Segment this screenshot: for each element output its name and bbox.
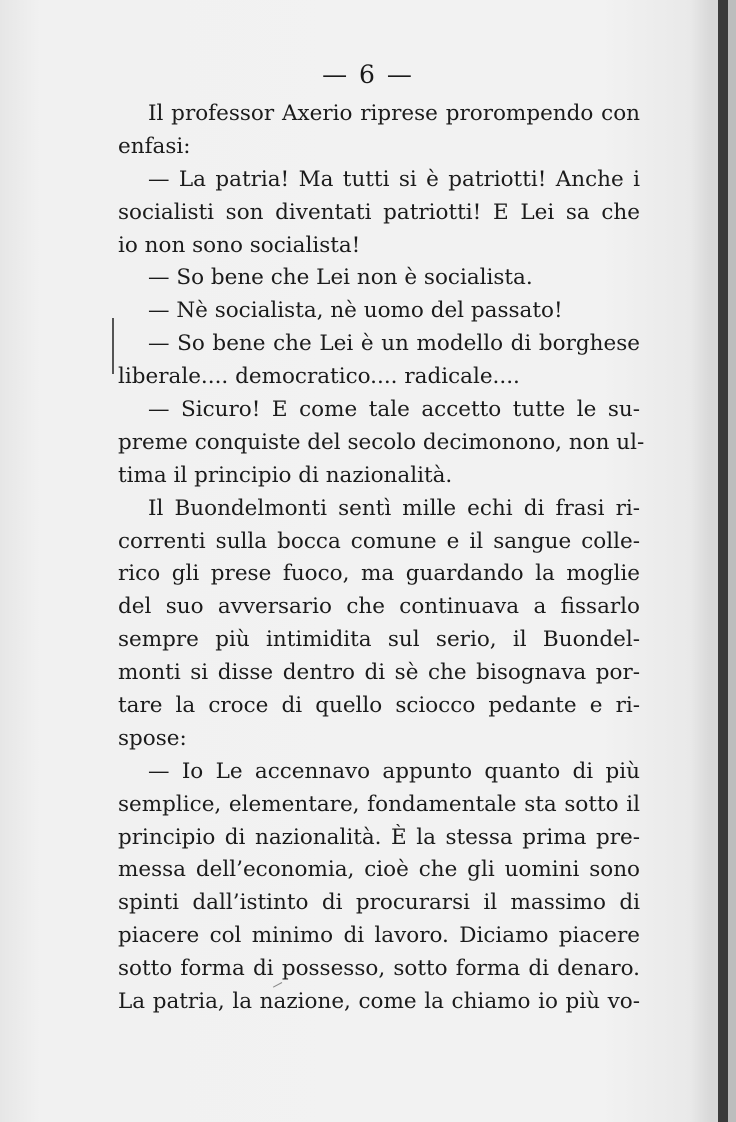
text-line: principio di nazionalità. È la stessa prima pre-	[118, 824, 640, 850]
text-line: io non sono socialista!	[118, 232, 361, 258]
text-line: sempre più intimidita sul serio, il Buondel-	[118, 627, 640, 653]
text-line: socialisti son diventati patriotti! E Lei sa che	[118, 199, 640, 225]
book-spine	[718, 0, 728, 1122]
page-number: — 6 —	[322, 60, 414, 89]
text-line: tare la croce di quello sciocco pedante e ri-	[118, 693, 640, 719]
text-line: spinti dall’istinto di procurarsi il massimo di	[118, 890, 640, 916]
text-line: — La patria! Ma tutti si è patriotti! Anche i	[148, 166, 640, 192]
page-edge	[728, 0, 736, 1122]
text-line: — Sicuro! E come tale accetto tutte le su-	[148, 397, 640, 423]
text-line: liberale.... democratico.... radicale....	[118, 364, 520, 390]
text-line: — Io Le accennavo appunto quanto di più	[148, 758, 640, 784]
text-line: semplice, elementare, fondamentale sta sotto il	[118, 791, 640, 817]
text-line: — So bene che Lei non è socialista.	[148, 265, 533, 291]
margin-mark	[112, 318, 114, 374]
text-line: monti si disse dentro di sè che bisognava por-	[118, 660, 640, 686]
text-line: tima il principio di nazionalità.	[118, 462, 453, 488]
text-line: rico gli prese fuoco, ma guardando la moglie	[118, 561, 640, 587]
text-line: — So bene che Lei è un modello di borghese	[148, 331, 640, 357]
text-line: piacere col minimo di lavoro. Diciamo piacere	[118, 923, 640, 949]
text-line: — Nè socialista, nè uomo del passato!	[148, 298, 563, 324]
text-line: spose:	[118, 725, 187, 751]
text-line: enfasi:	[118, 133, 191, 159]
text-line: preme conquiste del secolo decimonono, non ul-	[118, 429, 645, 455]
text-line: Il professor Axerio riprese prorompendo con	[148, 101, 640, 126]
text-line: sotto forma di possesso, sotto forma di denaro.	[118, 956, 640, 982]
text-line: correnti sulla bocca comune e il sangue colle-	[118, 528, 640, 554]
text-line: La patria, la nazione, come la chiamo io più vo-	[118, 989, 640, 1015]
text-line: Il Buondelmonti sentì mille echi di frasi ri-	[148, 495, 640, 521]
text-line: messa dell’economia, cioè che gli uomini sono	[118, 857, 640, 883]
text-line: del suo avversario che continuava a fissarlo	[118, 594, 640, 620]
body-text	[118, 98, 645, 1019]
